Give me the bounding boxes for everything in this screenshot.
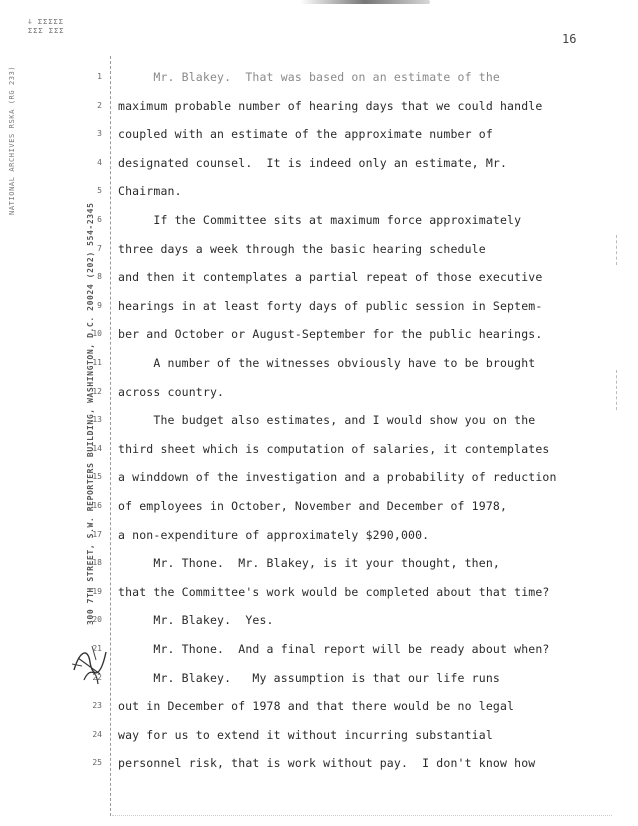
reporter-address: 300 7TH STREET, S.W. REPORTERS BUILDING, WASHINGTON, D.C. 20024 (202) 554-2345 <box>86 202 95 625</box>
line-number: 13 <box>92 415 102 424</box>
transcript-line: out in December of 1978 and that there would be no legal <box>118 699 515 713</box>
transcript-line: Mr. Blakey. Yes. <box>118 613 274 627</box>
line-number: 24 <box>92 730 102 739</box>
transcript-line: A number of the witnesses obviously have to be brought <box>118 356 536 370</box>
transcript-line: If the Committee sits at maximum force approximately <box>118 213 522 227</box>
transcript-line: a winddown of the investigation and a probability of reduction <box>118 470 557 484</box>
line-number: 7 <box>97 244 102 253</box>
line-number: 12 <box>92 387 102 396</box>
line-number: 1 <box>97 72 102 81</box>
page-bottom-edge <box>112 815 612 816</box>
transcript-line: that the Committee's work would be completed about that time? <box>118 585 550 599</box>
line-number: 18 <box>92 558 102 567</box>
line-number: 25 <box>92 758 102 767</box>
line-number: 16 <box>92 501 102 510</box>
line-number: 10 <box>92 329 102 338</box>
line-number: 21 <box>92 644 102 653</box>
line-number: 14 <box>92 444 102 453</box>
transcript-line: Mr. Blakey. That was based on an estimate of the <box>118 70 500 84</box>
transcript-line: and then it contemplates a partial repeat of those executive <box>118 270 543 284</box>
transcript-line: personnel risk, that is work without pay. I don't know how <box>118 756 536 770</box>
line-number: 15 <box>92 472 102 481</box>
transcript-line: of employees in October, November and December of 1978, <box>118 499 508 513</box>
line-number: 4 <box>97 158 102 167</box>
scan-smudge <box>300 0 430 4</box>
line-number: 19 <box>92 587 102 596</box>
transcript-line: maximum probable number of hearing days that we could handle <box>118 99 543 113</box>
line-number: 3 <box>97 129 102 138</box>
transcript-line: Mr. Thone. Mr. Blakey, is it your thought, then, <box>118 556 500 570</box>
line-number: 22 <box>92 673 102 682</box>
line-number: 5 <box>97 186 102 195</box>
transcript-line: three days a week through the basic hearing schedule <box>118 242 486 256</box>
transcript-line: ber and October or August-September for the public hearings. <box>118 327 543 341</box>
line-number: 8 <box>97 272 102 281</box>
transcript-line: across country. <box>118 385 225 399</box>
transcript-line: Mr. Thone. And a final report will be ready about when? <box>118 642 550 656</box>
page-number: 16 <box>562 32 577 46</box>
transcript-line: a non-expenditure of approximately $290,000. <box>118 528 430 542</box>
archives-stamp: NATIONAL ARCHIVES RSKA (RG 233) <box>8 65 16 215</box>
transcript-line: Mr. Blakey. My assumption is that our life runs <box>118 671 500 685</box>
line-number: 2 <box>97 101 102 110</box>
transcript-line: designated counsel. It is indeed only an estimate, Mr. <box>118 156 508 170</box>
line-number: 17 <box>92 530 102 539</box>
right-margin-mark <box>616 235 617 265</box>
transcript-line: The budget also estimates, and I would show you on the <box>118 413 536 427</box>
line-number: 23 <box>92 701 102 710</box>
transcript-line: Chairman. <box>118 184 182 198</box>
right-margin-mark <box>616 370 617 410</box>
line-number: 9 <box>97 301 102 310</box>
transcript-line: hearings in at least forty days of public session in Septem- <box>118 299 543 313</box>
transcript-line: coupled with an estimate of the approximate number of <box>118 127 493 141</box>
transcript-line: third sheet which is computation of salaries, it contemplates <box>118 442 550 456</box>
header-stamp: ↆ ΣΣΣΣΣ ΣΣΣ ΣΣΣ <box>28 18 65 35</box>
line-number: 11 <box>92 358 102 367</box>
line-number: 6 <box>97 215 102 224</box>
transcript-line: way for us to extend it without incurring substantial <box>118 728 493 742</box>
line-number: 20 <box>92 615 102 624</box>
left-margin-rule <box>110 56 111 816</box>
